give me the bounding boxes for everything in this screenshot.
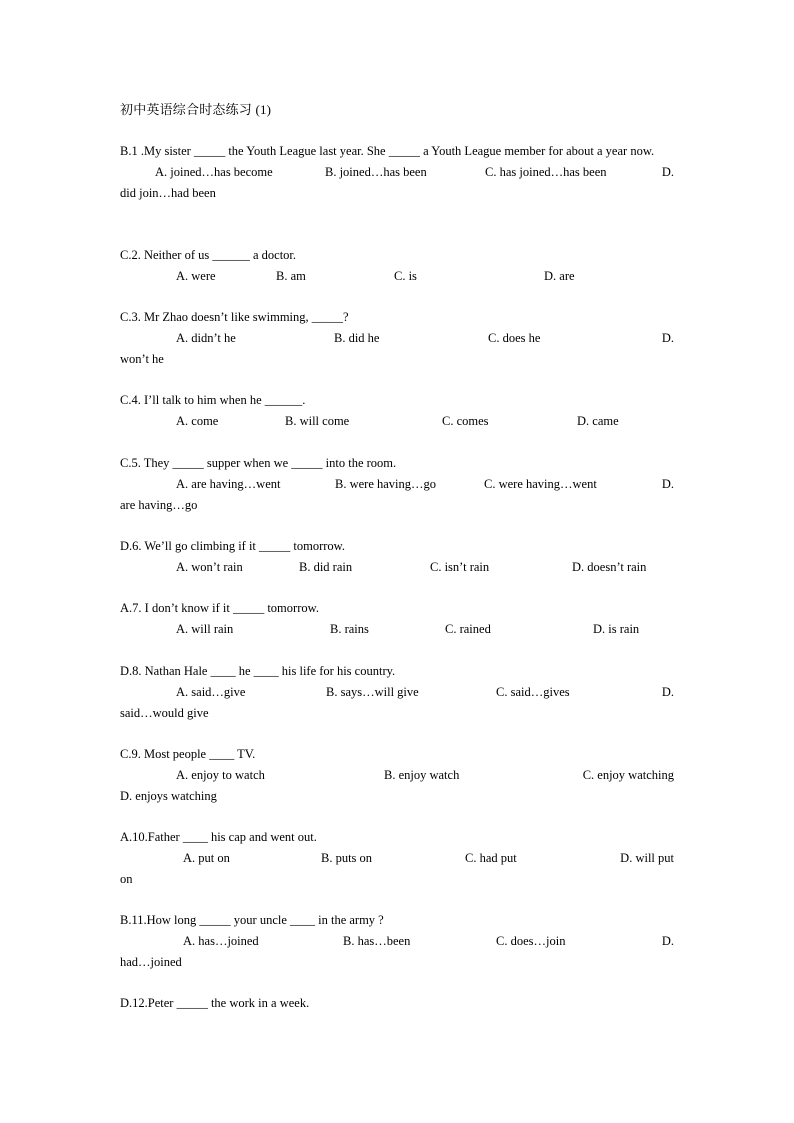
option-c: C. rained: [445, 622, 491, 636]
question-6: [120, 536, 674, 578]
option-a: A. are having…went: [176, 477, 281, 491]
option-d: D.: [661, 934, 674, 948]
option-c: C. enjoy watching: [582, 768, 674, 782]
option-a: A. has…joined: [183, 934, 259, 948]
question-stem: C.4. I’ll talk to him when he ______.: [120, 393, 306, 407]
question-10: [120, 827, 674, 890]
question-4: [120, 390, 674, 432]
option-d: D.: [661, 685, 674, 699]
option-b: B. did rain: [299, 560, 353, 574]
question-stem: C.9. Most people ____ TV.: [120, 747, 256, 761]
option-c: C. does…join: [496, 934, 566, 948]
option-continuation: did join…had been: [120, 186, 216, 200]
option-a: A. were: [176, 269, 216, 283]
question-2: [120, 245, 674, 287]
options-row: [120, 328, 674, 349]
option-a: A. didn’t he: [176, 331, 236, 345]
option-c: C. comes: [442, 414, 489, 428]
options-row: [120, 266, 674, 287]
page-title: 初中英语综合时态练习 (1): [120, 102, 272, 117]
question-stem: C.3. Mr Zhao doesn’t like swimming, _____?: [120, 310, 349, 324]
option-continuation: said…would give: [120, 706, 209, 720]
question-stem: A.10.Father ____ his cap and went out.: [120, 830, 317, 844]
option-b: B. were having…go: [335, 477, 437, 491]
options-row: [120, 162, 674, 183]
option-a: A. said…give: [176, 685, 246, 699]
options-row: [120, 619, 674, 640]
option-b: B. did he: [334, 331, 380, 345]
option-d: D. is rain: [593, 622, 640, 636]
option-c: C. said…gives: [496, 685, 570, 699]
option-a: A. joined…has become: [155, 165, 273, 179]
options-row: [120, 682, 674, 703]
question-stem: B.11.How long _____ your uncle ____ in the army ?: [120, 913, 384, 927]
question-stem: C.5. They _____ supper when we _____ into the room.: [120, 456, 397, 470]
option-a: A. will rain: [176, 622, 234, 636]
question-stem: C.2. Neither of us ______ a doctor.: [120, 248, 297, 262]
question-stem: D.6. We’ll go climbing if it _____ tomorrow.: [120, 539, 346, 553]
option-b: B. will come: [285, 414, 350, 428]
option-c: C. does he: [488, 331, 541, 345]
option-d: D.: [661, 165, 674, 179]
option-c: C. were having…went: [484, 477, 597, 491]
option-a: A. enjoy to watch: [176, 768, 265, 782]
option-d: D. doesn’t rain: [572, 560, 647, 574]
option-continuation: are having…go: [120, 498, 198, 512]
option-b: B. joined…has been: [325, 165, 427, 179]
option-d: D. will put: [620, 851, 674, 865]
question-7: [120, 598, 674, 640]
option-d: D.: [661, 331, 674, 345]
option-a: A. come: [176, 414, 219, 428]
question-9: [120, 744, 674, 807]
question-1: [120, 141, 674, 204]
option-continuation: had…joined: [120, 955, 182, 969]
question-11: [120, 910, 674, 973]
question-8: [120, 661, 674, 724]
question-3: [120, 307, 674, 370]
option-b: B. rains: [330, 622, 369, 636]
option-d: D. came: [577, 414, 619, 428]
option-d: D.: [661, 477, 674, 491]
option-b: B. enjoy watch: [384, 768, 460, 782]
option-a: A. won’t rain: [176, 560, 243, 574]
option-d: D. are: [544, 269, 575, 283]
option-c: C. is: [394, 269, 417, 283]
option-b: B. says…will give: [326, 685, 419, 699]
options-row: [120, 848, 674, 869]
options-row: [120, 474, 674, 495]
options-row: [120, 557, 674, 578]
options-row: [120, 931, 674, 952]
option-c: C. isn’t rain: [430, 560, 490, 574]
option-b: B. am: [276, 269, 306, 283]
option-a: A. put on: [183, 851, 230, 865]
options-row: [120, 411, 674, 432]
option-continuation: on: [120, 872, 133, 886]
options-row: [120, 765, 674, 786]
question-5: [120, 453, 674, 516]
question-stem: B.1 .My sister _____ the Youth League last year. She _____ a Youth League member for about a year now.: [120, 144, 655, 158]
option-b: B. has…been: [343, 934, 411, 948]
option-c: C. had put: [465, 851, 517, 865]
question-stem: A.7. I don’t know if it _____ tomorrow.: [120, 601, 319, 615]
question-stem: D.8. Nathan Hale ____ he ____ his life for his country.: [120, 664, 396, 678]
option-b: B. puts on: [321, 851, 373, 865]
question-stem: D.12.Peter _____ the work in a week.: [120, 996, 310, 1010]
option-continuation: won’t he: [120, 352, 164, 366]
question-12: [120, 993, 674, 1014]
option-d-continuation: D. enjoys watching: [120, 789, 217, 803]
option-c: C. has joined…has been: [485, 165, 607, 179]
